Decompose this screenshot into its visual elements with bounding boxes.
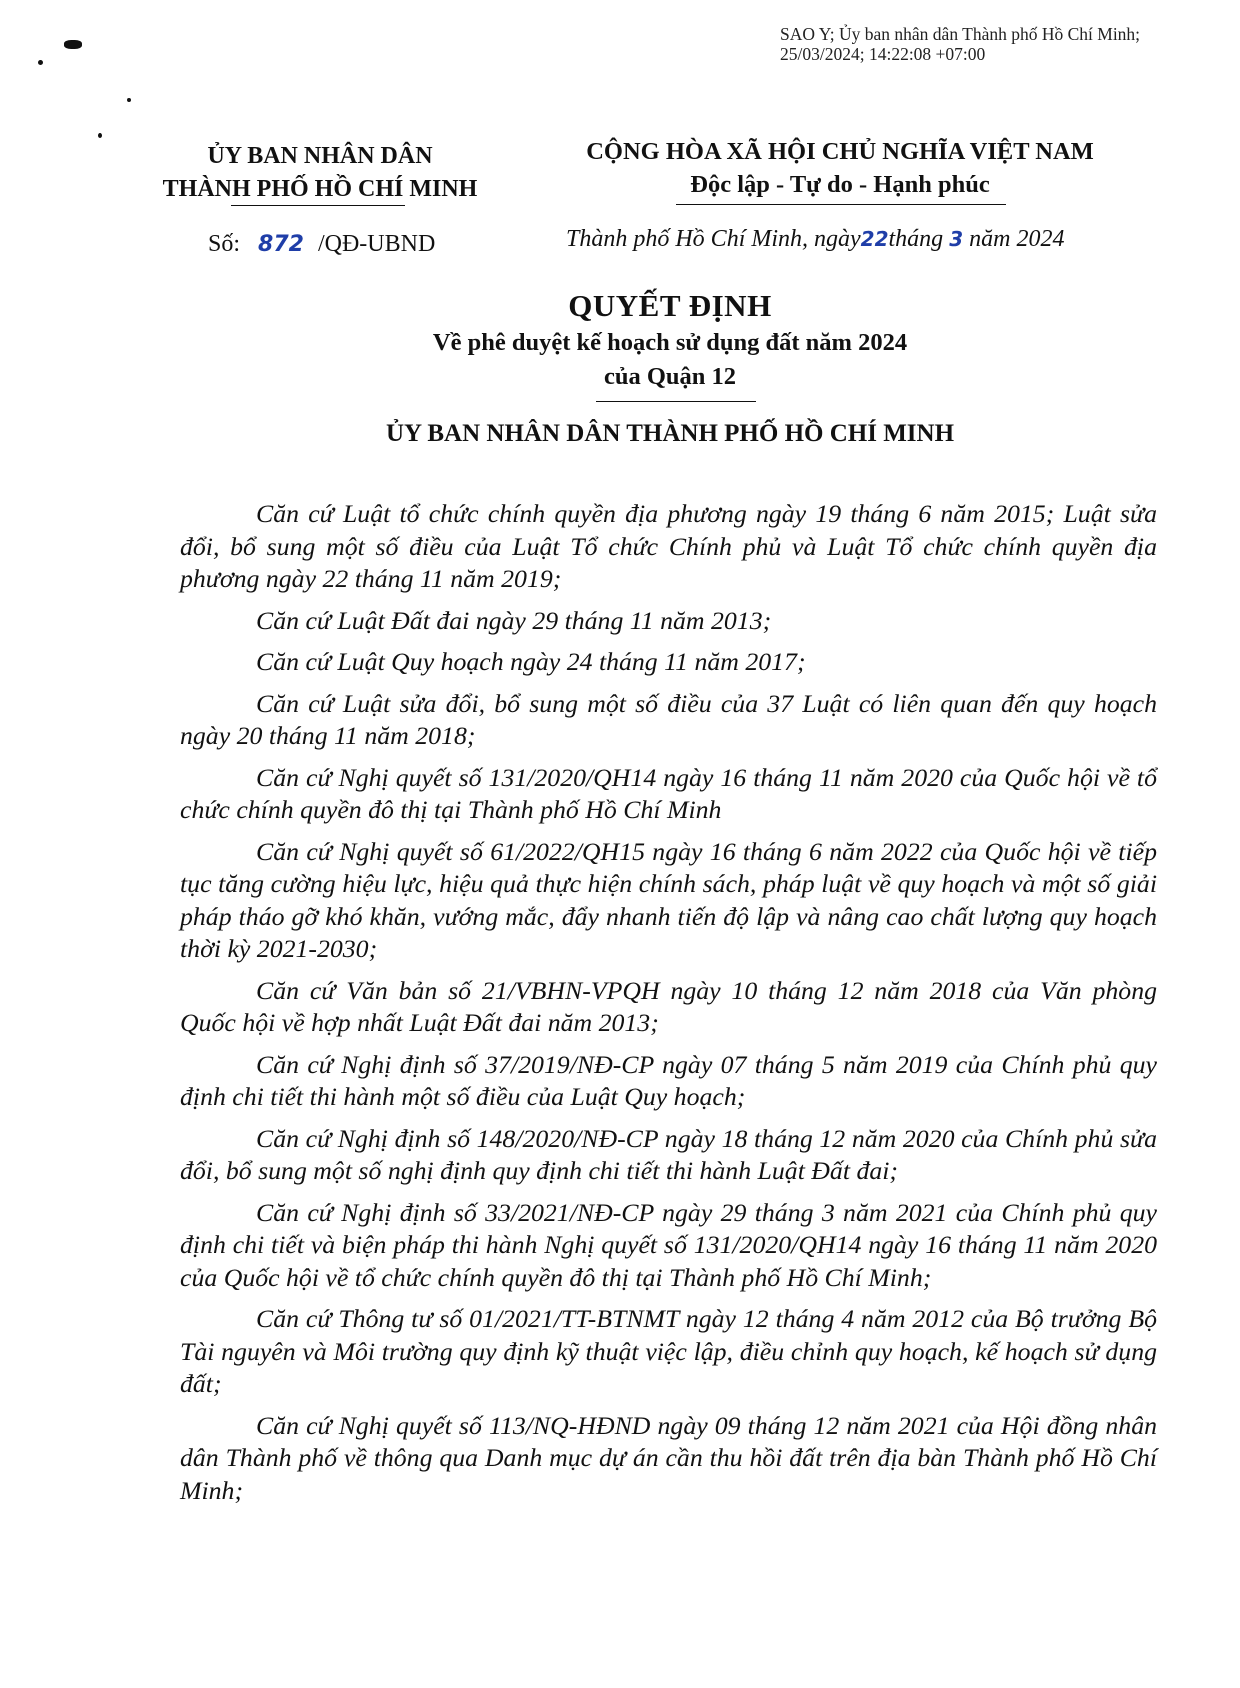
preamble-paragraph: Căn cứ Luật Đất đai ngày 29 tháng 11 năm 2013; xyxy=(256,605,772,635)
agency-line-2: THÀNH PHỐ HỒ CHÍ MINH xyxy=(162,176,478,202)
date-text-3: năm 2024 xyxy=(969,226,1065,252)
date-text-1: Thành phố Hồ Chí Minh, ngày xyxy=(566,226,861,252)
scan-speck xyxy=(38,60,43,65)
preamble-paragraph: Căn cứ Thông tư số 01/2021/TT-BTNMT ngày 12 tháng 4 năm 2012 của Bộ trưởng Bộ Tài nguyên và Môi trường quy định kỹ thuật việc lập, điều chỉnh quy hoạch, kế hoạch sử dụng đất; xyxy=(180,1304,1157,1398)
scan-speck xyxy=(127,98,131,102)
handwritten-month: 3 xyxy=(949,227,964,251)
motto-underline xyxy=(676,204,1006,205)
title-subject: Về phê duyệt kế hoạch sử dụng đất năm 2024 xyxy=(432,329,908,356)
preamble-paragraph: Căn cứ Nghị định số 33/2021/NĐ-CP ngày 29 tháng 3 năm 2021 của Chính phủ quy định chi tiết và biện pháp thi hành Nghị quyết số 131/2020/QH14 ngày 16 tháng 11 năm 2020 của Quốc hội về tổ chức chính quyền đô thị tại Thành phố Hồ Chí Minh; xyxy=(180,1197,1157,1292)
number-prefix: Số: xyxy=(208,231,241,257)
title-subject-line-2: của Quận 12 xyxy=(603,363,737,390)
decision-title xyxy=(330,286,1010,394)
national-motto: Độc lập - Tự do - Hạnh phúc xyxy=(690,171,990,198)
title-main: QUYẾT ĐỊNH xyxy=(568,288,772,323)
title-underline xyxy=(596,401,756,402)
stamp-line-2: 25/03/2024; 14:22:08 +07:00 xyxy=(780,44,986,64)
document-number xyxy=(208,231,435,258)
national-title xyxy=(540,135,1140,201)
stamp-line-1: SAO Y; Ủy ban nhân dân Thành phố Hồ Chí Minh; xyxy=(780,24,1141,44)
preamble-paragraph: Căn cứ Nghị định số 148/2020/NĐ-CP ngày 18 tháng 12 năm 2020 của Chính phủ sửa đổi, bổ sung một số nghị định quy định chi tiết thi hành Luật Đất đai; xyxy=(180,1123,1157,1185)
handwritten-day: 22 xyxy=(860,227,889,251)
preamble-paragraph: Căn cứ Nghị định số 37/2019/NĐ-CP ngày 07 tháng 5 năm 2019 của Chính phủ quy định chi tiết thi hành một số điều của Luật Quy hoạch; xyxy=(180,1049,1157,1111)
preamble-paragraph: Căn cứ Nghị quyết số 61/2022/QH15 ngày 16 tháng 6 năm 2022 của Quốc hội về tiếp tục tăng cường hiệu lực, hiệu quả thực hiện chính sách, pháp luật về quy hoạch và một số giải pháp tháo gỡ khó khăn, vướng mắc, đẩy nhanh tiến độ lập và nâng cao chất lượng quy hoạch thời kỳ 2021-2030; xyxy=(180,836,1157,963)
preamble-paragraph: Căn cứ Văn bản số 21/VBHN-VPQH ngày 10 tháng 12 năm 2018 của Văn phòng Quốc hội về hợp nhất Luật Đất đai năm 2013; xyxy=(180,975,1157,1037)
scan-speck xyxy=(98,133,102,138)
preamble-paragraph: Căn cứ Nghị quyết số 131/2020/QH14 ngày 16 tháng 11 năm 2020 của Quốc hội về tổ chức chính quyền đô thị tại Thành phố Hồ Chí Minh xyxy=(180,762,1157,824)
number-suffix: /QĐ-UBND xyxy=(317,231,436,257)
issuing-agency xyxy=(130,140,510,206)
agency-line-1: ỦY BAN NHÂN DÂN xyxy=(207,143,433,169)
preamble-paragraph: Căn cứ Luật sửa đổi, bổ sung một số điều của 37 Luật có liên quan đến quy hoạch ngày 20 tháng 11 năm 2018; xyxy=(180,688,1157,750)
preamble-paragraph: Căn cứ Luật tổ chức chính quyền địa phương ngày 19 tháng 6 năm 2015; Luật sửa đổi, bổ sung một số điều của Luật Tổ chức Chính phủ và Luật Tổ chức chính quyền địa phương ngày 22 tháng 11 năm 2019; xyxy=(180,499,1157,593)
scan-speck xyxy=(64,40,82,49)
handwritten-number: 872 xyxy=(258,232,304,257)
copy-stamp xyxy=(780,24,1140,64)
agency-underline xyxy=(231,205,405,206)
issue-date xyxy=(566,226,1064,253)
country-name: CỘNG HÒA XÃ HỘI CHỦ NGHĨA VIỆT NAM xyxy=(586,138,1094,165)
date-text-2: tháng xyxy=(888,226,944,252)
authority-heading: ỦY BAN NHÂN DÂN THÀNH PHỐ HỒ CHÍ MINH xyxy=(385,420,955,447)
preamble-paragraph: Căn cứ Luật Quy hoạch ngày 24 tháng 11 năm 2017; xyxy=(256,647,806,676)
preamble-paragraph: Căn cứ Nghị quyết số 113/NQ-HĐND ngày 09 tháng 12 năm 2021 của Hội đồng nhân dân Thành phố về thông qua Danh mục dự án cần thu hồi đất trên địa bàn Thành phố Hồ Chí Minh; xyxy=(180,1410,1157,1505)
preamble-body xyxy=(180,498,1157,1516)
